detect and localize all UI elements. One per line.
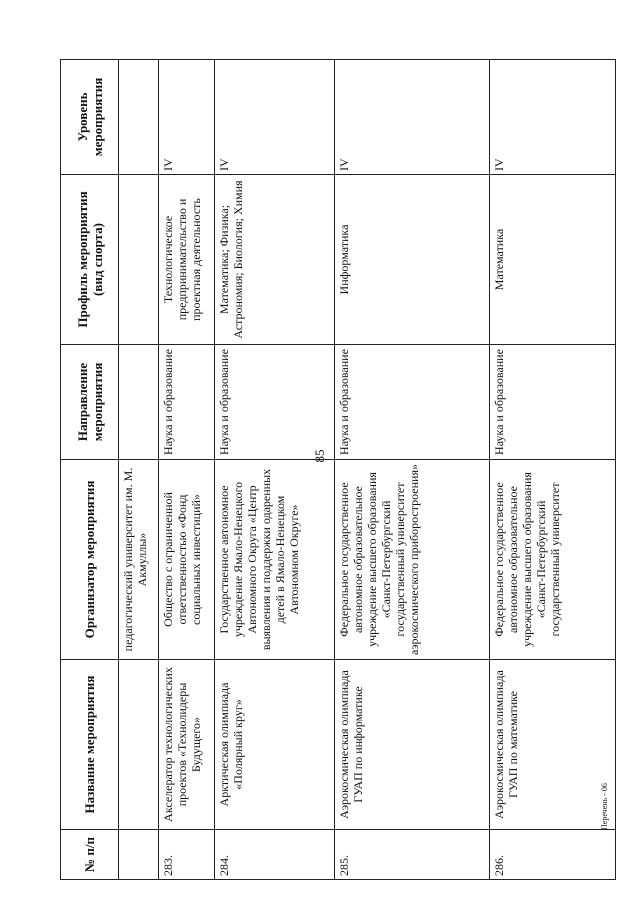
cell-level: IV	[159, 60, 215, 175]
cell-profile: Математика; Физика; Астрономия; Биология; Химия	[215, 175, 335, 345]
header-direction: Направление мероприятия	[61, 345, 119, 460]
table-row	[159, 60, 215, 880]
footer-text: Перечень - 06	[600, 783, 609, 830]
rotated-table-container	[60, 60, 615, 880]
cell-direction: Наука и образование	[215, 345, 335, 460]
header-row	[61, 60, 119, 880]
events-table	[60, 59, 616, 880]
cell-num: 283.	[159, 830, 215, 880]
cell-organizer: Федеральное государственное автономное образовательное учреждение высшего образования «Санкт-Петербургский государственный университет	[490, 460, 616, 660]
cell-profile: Технологическое предпринимательство и проектная деятельность	[159, 175, 215, 345]
cell-name: Аэрокосмическая олимпиада ГУАП по информатике	[335, 660, 490, 830]
cell-level: IV	[490, 60, 616, 175]
cell-profile: Информатика	[335, 175, 490, 345]
cell-direction: Наука и образование	[335, 345, 490, 460]
page-number: 85	[312, 449, 327, 463]
cell-empty	[119, 175, 159, 345]
cell-num: 285.	[335, 830, 490, 880]
header-num: № п/п	[61, 830, 119, 880]
continuation-row	[119, 60, 159, 880]
header-name: Название мероприятия	[61, 660, 119, 830]
table-row	[335, 60, 490, 880]
cell-direction: Наука и образование	[159, 345, 215, 460]
table-row	[490, 60, 616, 880]
header-level: Уровень мероприятия	[61, 60, 119, 175]
cell-profile: Математика	[490, 175, 616, 345]
cell-empty	[119, 830, 159, 880]
cell-level: IV	[335, 60, 490, 175]
cell-empty	[119, 660, 159, 830]
cell-organizer: педагогический университет им. М. Акмуллы»	[119, 460, 159, 660]
cell-empty	[119, 345, 159, 460]
cell-name: Арктическая олимпиада «Полярный круг»	[215, 660, 335, 830]
cell-name: Акселератор технологических проектов «Технолидеры Будущего»	[159, 660, 215, 830]
header-profile: Профиль мероприятия (вид спорта)	[61, 175, 119, 345]
header-organizer: Организатор мероприятия	[61, 460, 119, 660]
cell-level: IV	[215, 60, 335, 175]
cell-num: 284.	[215, 830, 335, 880]
cell-empty	[119, 60, 159, 175]
cell-organizer: Государственное автономное учреждение Ямало-Ненецкого Автономного Округа «Центр выявления и поддержки одаренных детей в Ямало-Ненецком Автономном Округе»	[215, 460, 335, 660]
cell-organizer: Общество с ограниченной ответственностью «Фонд социальных инвестиций»	[159, 460, 215, 660]
table-row	[215, 60, 335, 880]
cell-direction: Наука и образование	[490, 345, 616, 460]
cell-name: Аэрокосмическая олимпиада ГУАП по математике	[490, 660, 616, 830]
cell-num: 286.	[490, 830, 616, 880]
cell-organizer: Федеральное государственное автономное образовательное учреждение высшего образования «Санкт-Петербургский государственный университет аэрокосмического приборостроения»	[335, 460, 490, 660]
